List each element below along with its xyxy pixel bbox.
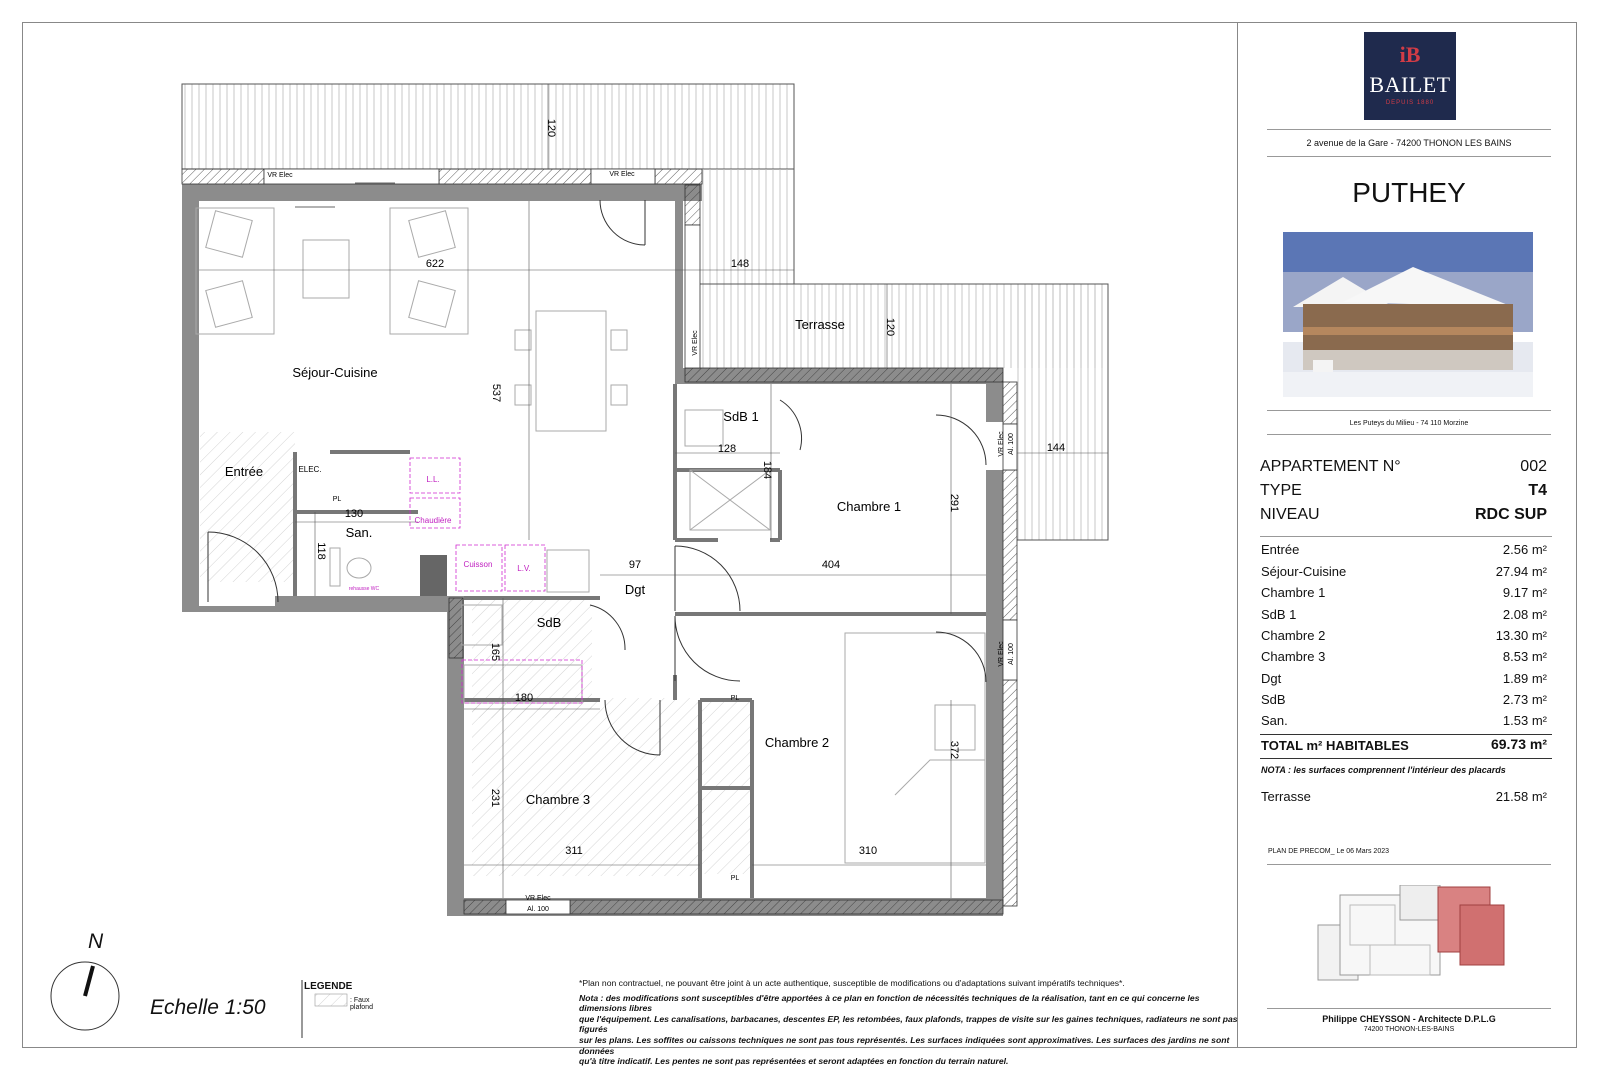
terrace-row [1261, 789, 1547, 804]
project-name: PUTHEY [1352, 177, 1466, 208]
tag-al-100-2: Al. 100 [1008, 643, 1015, 665]
dim-148: 148 [730, 258, 750, 270]
building-key-plan [1310, 885, 1520, 985]
tag-vr-elec-2: VR Elec [609, 171, 635, 178]
apartment-value: 002 [1520, 458, 1547, 475]
room-entree: Entrée [224, 464, 264, 479]
architect-city: 74200 THONON-LES-BAINS [1363, 1026, 1455, 1033]
area-room: Chambre 3 [1261, 649, 1326, 664]
area-row [1261, 607, 1547, 622]
area-room: San. [1261, 713, 1288, 728]
area-value: 2.73 m² [1502, 692, 1547, 707]
dim-120b: 120 [884, 317, 896, 337]
building-photo [1283, 232, 1533, 397]
dim-404: 404 [821, 559, 841, 571]
tag-cuisson: Cuisson [463, 560, 493, 569]
tag-pl-1: PL [332, 496, 342, 503]
dim-130: 130 [344, 508, 364, 520]
tag-vr-elec-3: VR Elec [692, 330, 699, 356]
rule [1267, 1008, 1551, 1009]
area-row [1261, 585, 1547, 600]
agency-address: 2 avenue de la Gare - 74200 THONON LES BAINS [1306, 138, 1512, 148]
tag-rehausse: rehausse WC [348, 586, 380, 592]
tag-vr-elec-4: VR Elec [998, 431, 1005, 457]
scale-label: Echelle 1:50 [150, 996, 266, 1019]
rule [1267, 864, 1551, 865]
area-row [1261, 628, 1547, 643]
bailet-logo [1364, 32, 1456, 120]
room-sdb: SdB [536, 615, 562, 630]
dim-372: 372 [948, 740, 960, 760]
note-line: que l'équipement. Les canalisations, barbacanes, descentes EP, les retombées, faux plafonds, trappes de visite sur les gaines techniques, radiateurs ne sont pas figurés [579, 1013, 1238, 1035]
type-row [1260, 482, 1547, 500]
dim-165: 165 [489, 642, 501, 662]
rule [1260, 536, 1552, 537]
area-room: Dgt [1261, 671, 1282, 686]
tag-pl-3: PL [730, 875, 740, 882]
level-label: NIVEAU [1260, 506, 1320, 523]
type-value: T4 [1528, 482, 1547, 499]
type-label: TYPE [1260, 482, 1302, 499]
tag-pl-2: PL [730, 695, 740, 702]
note-line: Nota : des modifications sont susceptibles d'être apportées à ce plan en fonction de nécessités techniques de la réalisation, tant en ce qui concerne les dimensions libres [579, 992, 1200, 1014]
tag-elec: ELEC. [298, 465, 322, 474]
dim-291: 291 [948, 493, 960, 513]
note-line: qu'à titre indicatif. Les pentes ne sont pas représentées et seront adaptées en fonction du terrain naturel. [579, 1056, 1009, 1067]
legend-item: : Faux plafond [350, 997, 373, 1011]
tag-lv: L.V. [517, 564, 531, 573]
total-row [1261, 738, 1547, 753]
dim-144: 144 [1046, 442, 1066, 454]
area-room: SdB 1 [1261, 607, 1297, 622]
dim-128: 128 [717, 443, 737, 455]
terrace-label: Terrasse [1261, 789, 1311, 804]
legend-title: LEGENDE [304, 981, 353, 992]
room-dgt: Dgt [624, 582, 646, 597]
area-row [1261, 564, 1547, 579]
plan-date: PLAN DE PRECOM_ Le 06 Mars 2023 [1268, 848, 1389, 855]
area-row [1261, 649, 1547, 664]
tag-ll: L.L. [426, 475, 440, 484]
logo-monogram: iB [1399, 42, 1421, 67]
disclaimer: *Plan non contractuel, ne pouvant être joint à un acte authentique, susceptible de modifications ou d'adaptations suivant impératifs techniques*. [579, 978, 1125, 988]
total-label: TOTAL m² HABITABLES [1261, 738, 1409, 753]
room-chambre1: Chambre 1 [836, 499, 902, 514]
dim-231: 231 [489, 788, 501, 808]
tag-al-100-1: Al. 100 [1008, 433, 1015, 455]
area-room: Entrée [1261, 542, 1300, 557]
area-room: Chambre 2 [1261, 628, 1326, 643]
dim-622: 622 [425, 258, 445, 270]
area-value: 2.56 m² [1502, 542, 1547, 557]
area-row [1261, 542, 1547, 557]
compass-north-label: N [88, 930, 104, 953]
tag-al-100-3: Al. 100 [527, 906, 549, 913]
rule [1267, 434, 1551, 435]
area-room: Chambre 1 [1261, 585, 1326, 600]
tag-chaudiere: Chaudière [414, 516, 452, 525]
area-note: NOTA : les surfaces comprennent l'intérieur des placards [1261, 765, 1506, 775]
area-value: 13.30 m² [1495, 628, 1547, 643]
area-row [1261, 713, 1547, 728]
photo-caption: Les Puteys du Milieu - 74 110 Morzine [1349, 420, 1469, 427]
rule [1260, 758, 1552, 759]
total-value: 69.73 m² [1490, 736, 1547, 752]
apartment-label: APPARTEMENT N° [1260, 458, 1401, 475]
area-row [1261, 671, 1547, 686]
area-value: 1.53 m² [1502, 713, 1547, 728]
compass [51, 962, 119, 1030]
rule [1267, 410, 1551, 411]
area-value: 1.89 m² [1502, 671, 1547, 686]
area-value: 9.17 m² [1502, 585, 1547, 600]
tag-vr-elec-6: VR Elec [525, 895, 551, 902]
architect-name: Philippe CHEYSSON - Architecte D.P.L.G [1322, 1014, 1496, 1024]
disclaimer-notes [579, 978, 1239, 1067]
area-room: Séjour-Cuisine [1261, 564, 1347, 579]
dim-537: 537 [490, 383, 502, 403]
area-value: 8.53 m² [1502, 649, 1547, 664]
rule [1260, 734, 1552, 735]
terrace-value: 21.58 m² [1495, 789, 1547, 804]
legend [304, 981, 373, 1011]
apartment-row [1260, 458, 1547, 476]
dim-120a: 120 [545, 118, 557, 138]
doors [208, 200, 986, 755]
area-value: 2.08 m² [1502, 607, 1547, 622]
tag-vr-elec-5: VR Elec [998, 641, 1005, 667]
tag-vr-elec-1: VR Elec [267, 172, 293, 179]
area-value: 27.94 m² [1495, 564, 1547, 579]
rule [1267, 156, 1551, 157]
dim-180: 180 [514, 692, 534, 704]
sidebar-divider [1237, 22, 1238, 1048]
room-terrasse: Terrasse [795, 317, 845, 332]
dim-184: 184 [761, 460, 773, 480]
area-room: SdB [1261, 692, 1286, 707]
room-sejour: Séjour-Cuisine [292, 365, 378, 380]
logo-brand: BAILET [1369, 72, 1451, 97]
room-chambre2: Chambre 2 [764, 735, 830, 750]
dim-118: 118 [315, 542, 327, 560]
room-sdb1: SdB 1 [723, 409, 759, 424]
false-ceiling-zones [200, 432, 750, 876]
room-san: San. [345, 525, 373, 540]
logo-tagline: DEPUIS 1880 [1385, 100, 1435, 106]
level-row [1260, 506, 1547, 524]
dim-310: 310 [858, 845, 878, 857]
dim-311: 311 [565, 845, 583, 857]
level-value: RDC SUP [1474, 506, 1547, 523]
area-row [1261, 692, 1547, 707]
dim-97: 97 [628, 559, 642, 571]
room-chambre3: Chambre 3 [525, 792, 591, 807]
note-line: sur les plans. Les soffites ou caissons techniques ne sont pas tous représentés. Les surfaces indiquées sont approximatives. Les surfaces des jardins ne sont données [579, 1034, 1230, 1056]
rule [1267, 129, 1551, 130]
